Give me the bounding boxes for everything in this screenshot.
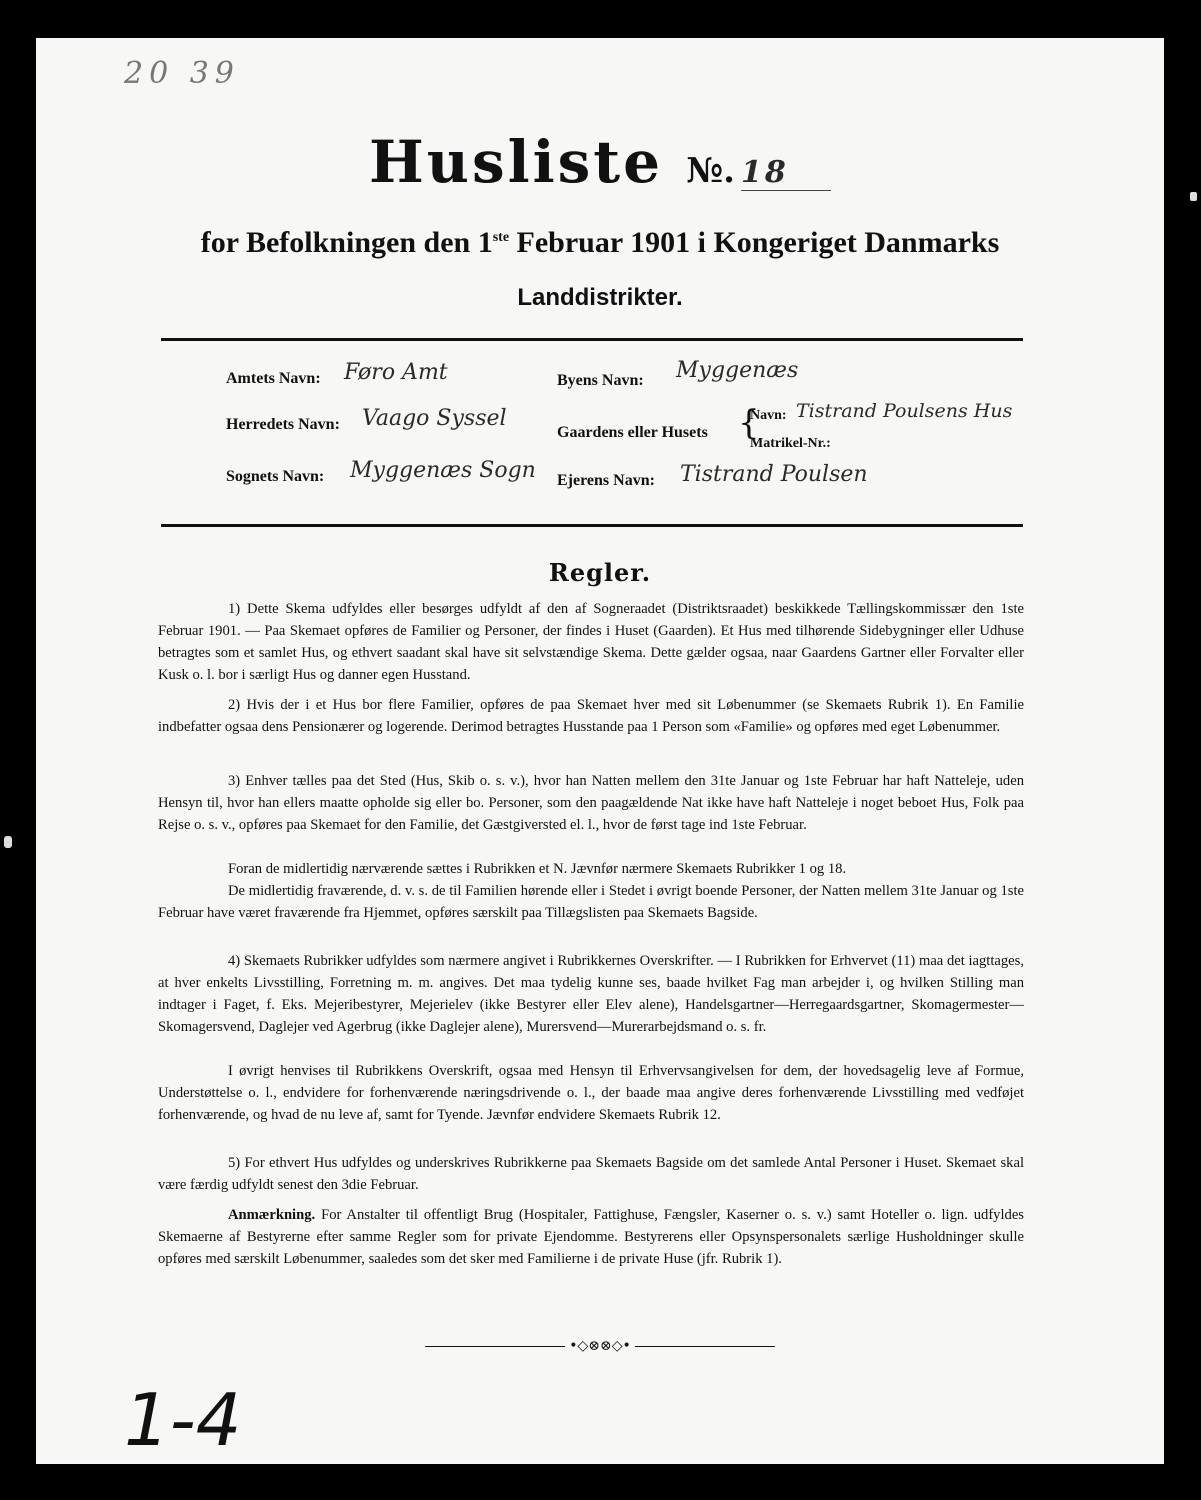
- ejer-value: Tistrand Poulsen: [680, 462, 868, 487]
- rule-2: 2) Hvis der i et Hus bor flere Familier, opføres de paa Skemaet hver med sit Løbenummer (se Skemaets Rubrik 1). En Familie indbefatter ogsaa dens Pensionærer og logerende. Derimod betragtes Husstande paa 1 Person som «Familie» og opføres med eget Løbenummer.: [158, 697, 1024, 735]
- top-divider: [161, 338, 1023, 341]
- rule-4-oevrigt: I øvrigt henvises til Rubrikkens Overskrift, ogsaa med Hensyn til Erhvervsangivelsen for dem, der hovedsagelig leve af Formue, Understøttelse o. l., endvidere for forhenværende næringsdrivende o. l., der baade maa angive deres forhenværende Livsstilling med vedføjet forhenværende, og hvad de nu leve af, samt for Tyende. Jævnfør endvidere Skemaets Rubrik 12.: [158, 1063, 1024, 1123]
- note: [158, 1204, 1024, 1270]
- herred-label: Herredets Navn:: [226, 416, 340, 433]
- rule-3: 3) Enhver tælles paa det Sted (Hus, Skib o. s. v.), hvor han Natten mellem den 31te Januar og 1ste Februar har haft Natteleje, uden Hensyn til, hvor han ellers maatte opholde sig eller bo. Personer, som den paagældende Nat ikke have haft Natteleje i noget beboet Hus, Folk paa Rejse o. s. v., opføres paa Skemaet for den Familie, det Gæstgiversted el. l., hvor de først tage ind 1ste Februar.: [158, 773, 1024, 833]
- matrikel-label: Matrikel-Nr.:: [750, 436, 831, 451]
- brace: {: [738, 403, 760, 443]
- note-label: Anmærkning.: [228, 1207, 316, 1223]
- navn-label: Navn:: [750, 408, 787, 423]
- form-number: 18: [741, 155, 831, 191]
- amt-label: Amtets Navn:: [226, 370, 321, 387]
- herred-value: Vaago Syssel: [362, 406, 507, 431]
- rule-4: 4) Skemaets Rubrikker udfyldes som nærmere angivet i Rubrikkernes Overskrifter. — I Rubrikken for Erhvervet (11) maa det iagttages, at hver enkelts Livsstilling, Forretning m. m. angives. Det maa tydelig kunne ses, baade hvilket Fag man arbejder i, og hvilken Stilling man indtager i Faget, f. Eks. Mejeribestyrer, Mejerielev (ikke Bestyrer eller Elev alene), Handelsgartner—Herregaardsgartner, Skomagermester—Skomagersvend, Daglejer ved Agerbrug (ikke Daglejer alene), Murersvend—Murerarbejdsmand o. s. fr.: [158, 953, 1024, 1035]
- archive-number: 20 39: [124, 56, 240, 91]
- amt-value: Føro Amt: [344, 360, 448, 385]
- ornament-glyphs: •◇⊗⊗◇•: [569, 1338, 631, 1354]
- number-sign: №.: [686, 151, 736, 191]
- bottom-divider: [161, 524, 1023, 527]
- form-subtitle: [36, 226, 1164, 260]
- subtitle-part-2: Februar 1901 i Kongeriget Danmarks: [509, 226, 1000, 259]
- gaard-label: Gaardens eller Husets: [557, 424, 708, 441]
- rule-3-fravaerende: De midlertidig fraværende, d. v. s. de til Familien hørende eller i Stedet i øvrigt boende Personer, der Natten mellem 31te Januar og 1ste Februar have været fraværende fra Hjemmet, opføres særskilt paa Tillægslisten paa Skemaets Bagside.: [158, 883, 1024, 921]
- ornament-line-right: [635, 1346, 775, 1347]
- sogn-value: Myggenæs Sogn: [350, 458, 536, 483]
- subtitle-part-1: for Befolkningen den 1: [200, 226, 493, 259]
- navn-value: Tistrand Poulsens Hus: [796, 400, 1013, 422]
- rules-heading: Regler.: [548, 558, 652, 587]
- rule-5: 5) For ethvert Hus udfyldes og underskrives Rubrikkerne paa Skemaets Bagside om det samlede Antal Personer i Huset. Skemaet skal være færdig udfyldt senest den 3die Februar.: [158, 1155, 1024, 1193]
- sogn-label: Sognets Navn:: [226, 468, 325, 485]
- note-text: For Anstalter til offentligt Brug (Hospitaler, Fattighuse, Fængsler, Kaserner o. s. v.) samt Hoteller o. lign. udfyldes Skemaerne af Bestyrerne efter samme Regler som for private Ejendomme. Bestyrerens eller Opsynspersonalets særlige Husholdninger skulle opføres med særskilt Løbenummer, saaledes som det sker med Familierne i de private Huse (jfr. Rubrik 1).: [158, 1207, 1024, 1267]
- rule-1: 1) Dette Skema udfyldes eller besørges udfyldt af den af Sogneraadet (Distriktsraadet) beskikkede Tællingskommissær den 1ste Februar 1901. — Paa Skemaet opføres de Familier og Personer, der findes i Huset (Gaarden). Et Hus med tilhørende Sidebygninger eller Udhuse betragtes som et samlet Hus, og ethvert saadant skal have sit selvstændige Skema. Dette gælder ogsaa, naar Gaardens Gartner eller Forvalter eller Kusk o. l. bor i særligt Hus og danner egen Husstand.: [158, 601, 1024, 683]
- title-text: Husliste: [368, 128, 664, 196]
- form-title: [36, 128, 1164, 196]
- by-label: Byens Navn:: [557, 372, 644, 389]
- scan-artifact-left: [4, 836, 12, 848]
- by-value: Myggenæs: [676, 358, 799, 383]
- census-form-page: [36, 38, 1164, 1464]
- scan-artifact-right: [1190, 192, 1197, 201]
- subtitle-sup: ste: [492, 230, 510, 245]
- rule-3-foran: Foran de midlertidig nærværende sættes i Rubrikken et N. Jævnfør nærmere Skemaets Rubrikker 1 og 18.: [228, 861, 847, 877]
- ornament-line-left: [425, 1346, 565, 1347]
- handwritten-page-mark: 1-4: [124, 1378, 242, 1462]
- ornament: [36, 1338, 1164, 1354]
- ejer-label: Ejerens Navn:: [557, 472, 655, 489]
- district-heading: Landdistrikter.: [517, 284, 683, 311]
